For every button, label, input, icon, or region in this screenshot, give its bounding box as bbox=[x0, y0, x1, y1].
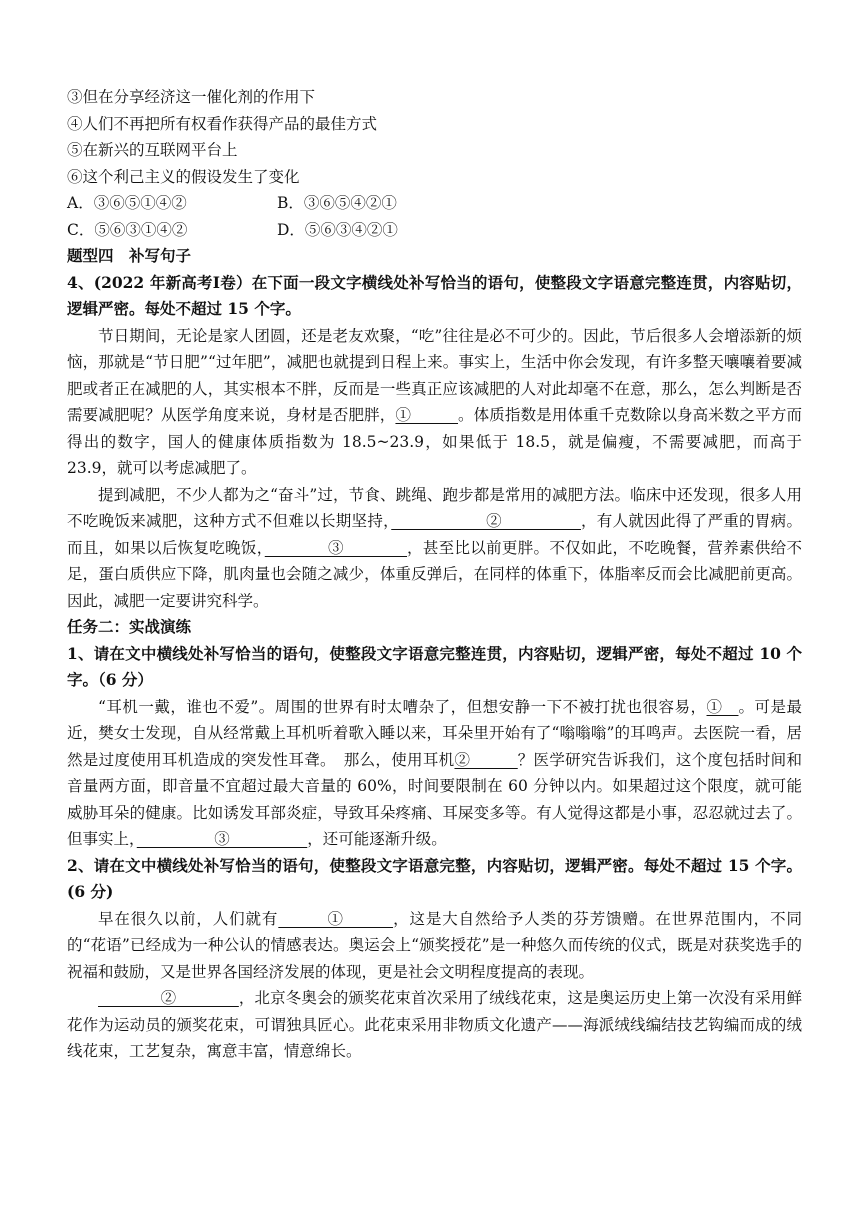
question-4-paragraph-1 bbox=[67, 323, 802, 482]
blank-2: ② bbox=[454, 750, 518, 769]
blank-3: ③ bbox=[264, 538, 408, 557]
blank-2: ② bbox=[98, 989, 239, 1007]
question-4-paragraph-2 bbox=[67, 482, 802, 615]
task-2-paragraph-2 bbox=[67, 985, 802, 1065]
document-page bbox=[67, 84, 802, 1065]
text: 提到减肥，不少人都为之“奋斗”过，节食、跳绳、跑步都是常用的减肥方法。临床中还发现，很多人用不吃晚饭来减肥，这种方式不但难以长期坚持， bbox=[67, 485, 802, 530]
option-c: C．⑤⑥③①④② bbox=[67, 220, 188, 239]
list-item: ③但在分享经济这一催化剂的作用下 bbox=[67, 88, 316, 106]
text: 。可是最近，樊女士发现，自从经常戴上耳机听着歌入睡以来，耳朵里开始有了“嗡嗡嗡”的耳鸣声。去医院一看，居然是过度使用耳机造成的突发性耳聋。 那么，使用耳机 bbox=[67, 697, 802, 769]
text: ，这是大自然给予人类的芬芳馈赠。在世界范围内，不同的“花语”已经成为一种公认的情感表达。奥运会上“颁奖授花”是一种悠久而传统的仪式，既是对获奖选手的祝福和鼓励，又是世界各国经济发展的体现，更是社会文明程度提高的表现。 bbox=[67, 909, 802, 981]
option-b: B．③⑥⑤④②① bbox=[277, 194, 397, 212]
text: ？医学研究告诉我们，这个度包括时间和音量两方面，即音量不宜超过最大音量的 60%，时间要限制在 60 分钟以内。如果超过这个限度，就可能威胁耳朵的健康。比如诱发耳部炎症，导致耳朵疼痛、耳屎变多等。有人觉得这都是小事，忍忍就过去了。但事实上， bbox=[67, 750, 802, 848]
blank-1: ① bbox=[395, 406, 459, 424]
blank-2: ② bbox=[391, 512, 581, 530]
text: 早在很久以前，人们就有 bbox=[98, 909, 279, 928]
text: ，还可能逐渐升级。 bbox=[307, 830, 447, 848]
answer-options-row-2 bbox=[67, 217, 802, 244]
task-2-instruction: 2、请在文中横线处补写恰当的语句，使整段文字语意完整，内容贴切，逻辑严密。每处不超过 15 个字。(6 分) bbox=[67, 855, 802, 901]
task-heading: 任务二：实战演练 bbox=[67, 617, 192, 636]
text: ，有人就因此得了严重的胃病。而且，如果以后恢复吃晚饭， bbox=[67, 512, 802, 557]
option-a: A．③⑥⑤①④② bbox=[67, 194, 187, 212]
question-4-instruction: 4、(2022 年新高考Ⅰ卷）在下面一段文字横线处补写恰当的语句，使整段文字语意完整连贯，内容贴切，逻辑严密。每处不超过 15 个字。 bbox=[67, 272, 802, 318]
text: 。体质指数是用体重千克数除以身高米数之平方而得出的数字，国人的健康体质指数为 18.5~23.9，如果低于 18.5，就是偏瘦，不需要减肥，而高于 23.9，就可以考虑减肥了。 bbox=[67, 406, 802, 477]
text: 节日期间，无论是家人团圆，还是老友欢聚，“吃”往往是必不可少的。因此，节后很多人会增添新的烦恼，那就是“节日肥”“过年肥”，减肥也就提到日程上来。事实上，生活中你会发现，有许多整天嚷嚷着要减肥或者正在减肥的人，其实根本不胖，反而是一些真正应该减肥的人对此却毫不在意，那么，怎么判断是否需要减肥呢？从医学角度来说，身材是否肥胖， bbox=[67, 326, 802, 424]
text: ，甚至比以前更胖。不仅如此，不吃晚餐，营养素供给不足，蛋白质供应下降，肌肉量也会随之减少，体重反弹后，在同样的体重下，体脂率反而会比减肥前更高。因此，减肥一定要讲究科学。 bbox=[67, 538, 802, 610]
text: ，北京冬奥会的颁奖花束首次采用了绒线花束，这是奥运历史上第一次没有采用鲜花作为运动员的颁奖花束，可谓独具匠心。此花束采用非物质文化遗产——海派绒线编结技艺钩编而成的绒线花束，工艺复杂，寓意丰富，情意绵长。 bbox=[67, 989, 802, 1060]
list-item: ⑥这个利己主义的假设发生了变化 bbox=[67, 167, 300, 186]
section-heading: 题型四 补写句子 bbox=[67, 246, 192, 265]
list-item: ⑤在新兴的互联网平台上 bbox=[67, 141, 238, 159]
answer-options-row-1 bbox=[67, 190, 802, 217]
blank-1: ① bbox=[706, 697, 739, 716]
list-item: ④人们不再把所有权看作获得产品的最佳方式 bbox=[67, 114, 378, 133]
blank-3: ③ bbox=[136, 830, 308, 848]
task-1-paragraph bbox=[67, 694, 802, 853]
text: “耳机一戴，谁也不爱”。周围的世界有时太嘈杂了，但想安静一下不被打扰也很容易， bbox=[98, 697, 707, 716]
option-d: D．⑤⑥③④②① bbox=[277, 220, 398, 239]
blank-1: ① bbox=[278, 909, 394, 928]
task-2-paragraph-1 bbox=[67, 906, 802, 986]
task-1-instruction: 1、请在文中横线处补写恰当的语句，使整段文字语意完整连贯，内容贴切，逻辑严密，每处不超过 10 个字。（6 分） bbox=[67, 643, 802, 689]
